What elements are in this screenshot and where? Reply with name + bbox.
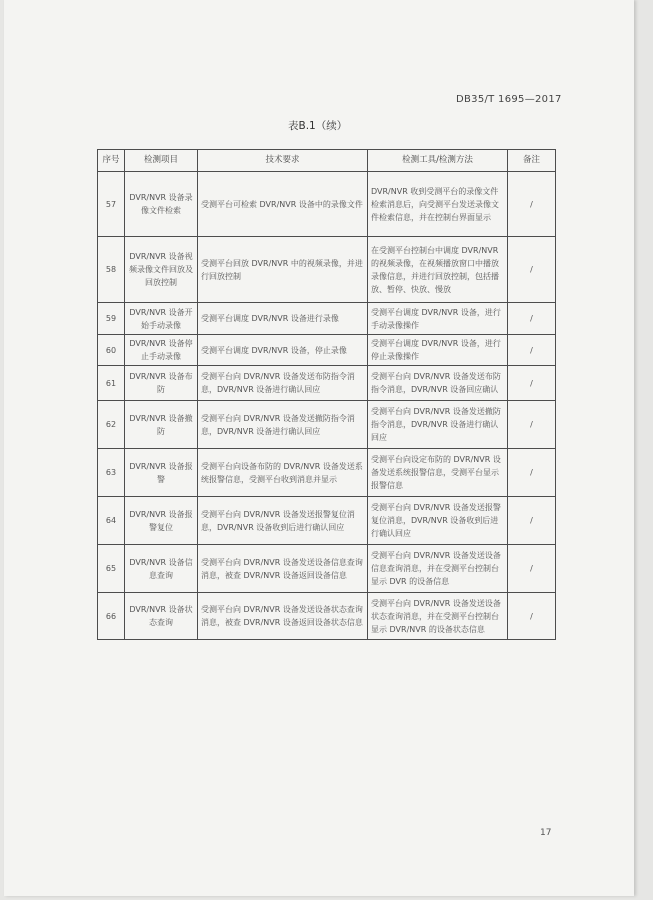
cell-no: 66 xyxy=(98,593,125,640)
table-header-row xyxy=(98,150,556,172)
standard-code: DB35/T 1695—2017 xyxy=(456,94,562,105)
cell-note: / xyxy=(508,335,556,366)
cell-note: / xyxy=(508,449,556,497)
cell-note: / xyxy=(508,497,556,545)
table-row xyxy=(98,237,556,303)
cell-requirement: 受测平台向 DVR/NVR 设备发送设备状态查询消息，被查 DVR/NVR 设备返回设备状态信息 xyxy=(198,593,368,640)
table-row xyxy=(98,497,556,545)
cell-requirement: 受测平台向 DVR/NVR 设备发送撤防指令消息，DVR/NVR 设备进行确认回应 xyxy=(198,401,368,449)
cell-requirement: 受测平台回放 DVR/NVR 中的视频录像，并进行回放控制 xyxy=(198,237,368,303)
table-row xyxy=(98,366,556,401)
cell-requirement: 受测平台向 DVR/NVR 设备发送报警复位消息，DVR/NVR 设备收到后进行确认回应 xyxy=(198,497,368,545)
cell-note: / xyxy=(508,366,556,401)
cell-note: / xyxy=(508,401,556,449)
cell-no: 60 xyxy=(98,335,125,366)
table-row xyxy=(98,593,556,640)
cell-item: DVR/NVR 设备报警 xyxy=(125,449,198,497)
cell-no: 62 xyxy=(98,401,125,449)
cell-item: DVR/NVR 设备信息查询 xyxy=(125,545,198,593)
table-row xyxy=(98,335,556,366)
cell-item: DVR/NVR 设备视频录像文件回放及回放控制 xyxy=(125,237,198,303)
page-number: 17 xyxy=(540,828,552,838)
cell-no: 58 xyxy=(98,237,125,303)
column-header-requirement: 技术要求 xyxy=(198,150,368,172)
cell-method: 受测平台向 DVR/NVR 设备发送报警复位消息，DVR/NVR 设备收到后进行确认回应 xyxy=(368,497,508,545)
document-page xyxy=(4,0,634,896)
cell-no: 61 xyxy=(98,366,125,401)
cell-note: / xyxy=(508,545,556,593)
cell-requirement: 受测平台向 DVR/NVR 设备发送设备信息查询消息，被查 DVR/NVR 设备返回设备信息 xyxy=(198,545,368,593)
cell-note: / xyxy=(508,593,556,640)
cell-requirement: 受测平台向 DVR/NVR 设备发送布防指令消息，DVR/NVR 设备进行确认回应 xyxy=(198,366,368,401)
cell-item: DVR/NVR 设备录像文件检索 xyxy=(125,172,198,237)
cell-requirement: 受测平台调度 DVR/NVR 设备，停止录像 xyxy=(198,335,368,366)
cell-note: / xyxy=(508,303,556,335)
cell-method: 受测平台调度 DVR/NVR 设备，进行停止录像操作 xyxy=(368,335,508,366)
cell-no: 64 xyxy=(98,497,125,545)
cell-method: 受测平台向 DVR/NVR 设备发送撤防指令消息，DVR/NVR 设备进行确认回应 xyxy=(368,401,508,449)
cell-no: 65 xyxy=(98,545,125,593)
cell-no: 63 xyxy=(98,449,125,497)
test-items-table xyxy=(97,149,556,640)
cell-item: DVR/NVR 设备停止手动录像 xyxy=(125,335,198,366)
table-title: 表B.1（续） xyxy=(288,120,348,132)
cell-note: / xyxy=(508,237,556,303)
cell-requirement: 受测平台调度 DVR/NVR 设备进行录像 xyxy=(198,303,368,335)
column-header-method: 检测工具/检测方法 xyxy=(368,150,508,172)
cell-method: 受测平台调度 DVR/NVR 设备，进行手动录像操作 xyxy=(368,303,508,335)
column-header-no: 序号 xyxy=(98,150,125,172)
column-header-item: 检测项目 xyxy=(125,150,198,172)
table-row xyxy=(98,303,556,335)
cell-method: DVR/NVR 收到受测平台的录像文件检索消息后，向受测平台发送录像文件检索信息，并在控制台界面显示 xyxy=(368,172,508,237)
cell-method: 受测平台向设定布防的 DVR/NVR 设备发送系统报警信息，受测平台显示报警信息 xyxy=(368,449,508,497)
cell-no: 59 xyxy=(98,303,125,335)
cell-method: 受测平台向 DVR/NVR 设备发送设备信息查询消息，并在受测平台控制台显示 DVR 的设备信息 xyxy=(368,545,508,593)
table-row xyxy=(98,401,556,449)
table-row xyxy=(98,545,556,593)
table-row xyxy=(98,172,556,237)
cell-method: 在受测平台控制台中调度 DVR/NVR 的视频录像，在视频播放窗口中播放录像信息，并进行回放控制，包括播放、暂停、快放、慢放 xyxy=(368,237,508,303)
cell-no: 57 xyxy=(98,172,125,237)
table-row xyxy=(98,449,556,497)
cell-note: / xyxy=(508,172,556,237)
cell-item: DVR/NVR 设备开始手动录像 xyxy=(125,303,198,335)
cell-item: DVR/NVR 设备布防 xyxy=(125,366,198,401)
cell-method: 受测平台向 DVR/NVR 设备发送设备状态查询消息，并在受测平台控制台显示 DVR/NVR 的设备状态信息 xyxy=(368,593,508,640)
cell-item: DVR/NVR 设备报警复位 xyxy=(125,497,198,545)
cell-item: DVR/NVR 设备状态查询 xyxy=(125,593,198,640)
cell-requirement: 受测平台向设备布防的 DVR/NVR 设备发送系统报警信息，受测平台收到消息并显示 xyxy=(198,449,368,497)
cell-item: DVR/NVR 设备撤防 xyxy=(125,401,198,449)
cell-requirement: 受测平台可检索 DVR/NVR 设备中的录像文件 xyxy=(198,172,368,237)
cell-method: 受测平台向 DVR/NVR 设备发送布防指令消息，DVR/NVR 设备回应确认 xyxy=(368,366,508,401)
column-header-note: 备注 xyxy=(508,150,556,172)
